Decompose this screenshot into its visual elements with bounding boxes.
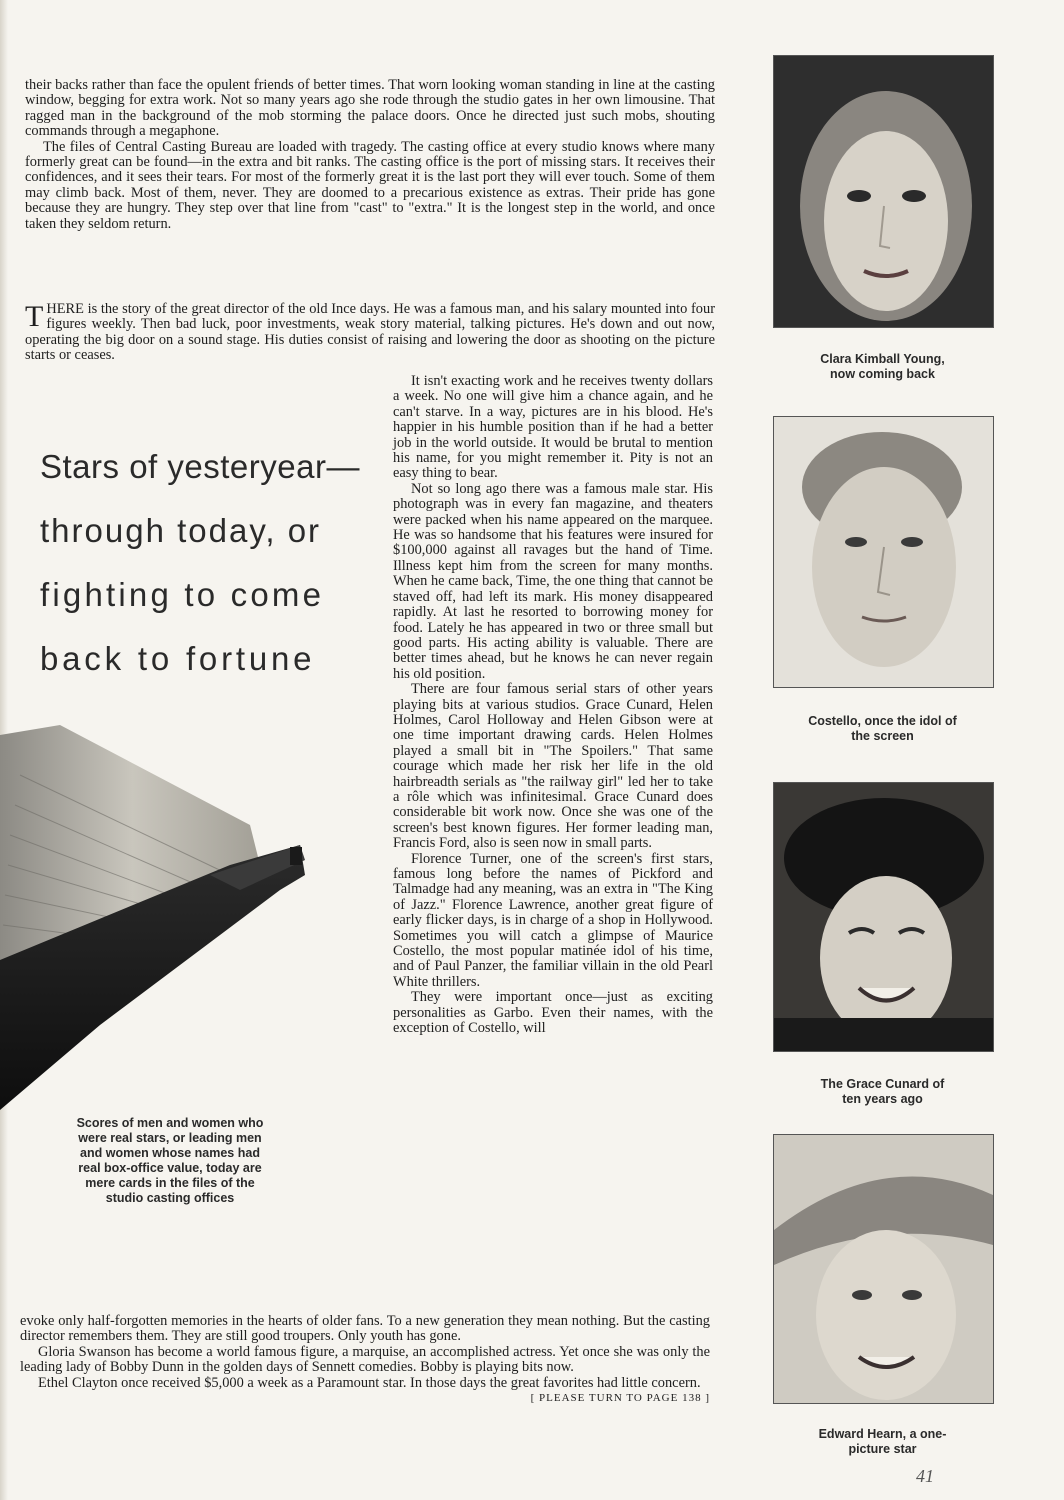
page-number: 41 <box>916 1466 934 1486</box>
intro-text <box>25 78 715 232</box>
column-paragraph-5: They were important once—just as exciting personalities as Garbo. Even their names, with the exception of Costello, will <box>393 989 713 1037</box>
bottom-text <box>20 1314 710 1406</box>
director-story <box>25 302 715 364</box>
photo-grace-cunard <box>773 782 994 1052</box>
main-column <box>393 374 713 1036</box>
photo-costello <box>773 416 994 688</box>
headline-line-2: through today, or <box>40 512 322 549</box>
caption-clara-kimball-young: Clara Kimball Young, now coming back <box>820 352 945 381</box>
headline-line-3: fighting to come <box>40 576 325 613</box>
column-paragraph-1: It isn't exacting work and he receives twenty dollars a week. No one will give him a chance again, and he can't starve. In a way, pictures are in his blood. He's happier in his humble position than if he had a better job in the world outside. It would be brutal to mention his name, for you might remember it. Pity is not an easy thing to bear. <box>393 373 713 482</box>
caption-costello: Costello, once the idol of the screen <box>808 714 957 743</box>
column-paragraph-2: Not so long ago there was a famous male star. His photograph was in every fan magazine, and theaters were packed when his name appeared on the marquee. He was so handsome that his features were insured for $100,000 against all ravages but the hand of Time. Illness kept him from the screen for many months. When he came back, Time, the one thing that cannot be staved off, had left its mark. His money disappeared rapidly. At last he resorted to borrowing money for food. Lately he has appeared in two or three small but good parts. His acting ability is valuable. There are better times ahead, but he knows he can never regain his old position. <box>393 480 713 682</box>
caption-grace-cunard: The Grace Cunard of ten years ago <box>820 1077 945 1106</box>
card-file-caption: Scores of men and women who were real stars, or leading men and women whose names had real box-office value, today are mere cards in the files of the studio casting offices <box>76 1116 264 1205</box>
card-file-box-image <box>0 715 310 1115</box>
column-paragraph-4: Florence Turner, one of the screen's first stars, famous long before the names of Pickford and Talmadge had any meaning, was an extra in "The King of Jazz." Florence Lawrence, another great figure of early flicker days, is in charge of a shop in Hollywood. Sometimes you will catch a glimpse of Maurice Costello, the most popular matinée idol of his time, and of Paul Panzer, the familiar villain in the old Pearl White thrillers. <box>393 850 713 990</box>
caption-edward-hearn: Edward Hearn, a one-picture star <box>818 1427 947 1456</box>
photo-clara-kimball-young <box>773 55 994 328</box>
photo-edward-hearn <box>773 1134 994 1404</box>
bottom-paragraph-1: evoke only half-forgotten memories in the hearts of older fans. To a new generation they mean nothing. But the casting director remembers them. They are still good troupers. Only youth has gone. <box>20 1313 710 1345</box>
bottom-paragraph-3-text: Ethel Clayton once received $5,000 a week as a Paramount star. In those days the great favorites had little concern. <box>38 1374 701 1391</box>
article-headline <box>40 435 375 691</box>
turn-to-page-link[interactable]: [ PLEASE TURN TO PAGE 138 ] <box>530 1392 710 1405</box>
column-paragraph-3: There are four famous serial stars of other years playing bits at various studios. Grace Cunard, Helen Holmes, Carol Holloway and Helen Gibson were at one time important drawing cards. Helen Holmes played a small bit in "The Spoilers." That same courage which made her risk her life in the old hairbreadth serials as "the railway girl" led her to take a rôle which was infinitesimal. Grace Cunard does considerable bit work now. Once she was one of the screen's best known figures. Her former leading man, Francis Ford, also is seen now in small parts. <box>393 681 713 852</box>
intro-paragraph-1: their backs rather than face the opulent friends of better times. That worn looking woman standing in line at the casting window, begging for extra work. Not so many years ago she rode through the studio gates in her own limousine. That ragged man in the background of the mob storming the palace doors. Once he directed just such mobs, shouting commands through a megaphone. <box>25 77 715 140</box>
director-paragraph: HERE is the story of the great director of the old Ince days. He was a famous man, and his salary mounted into four figures weekly. Then bad luck, poor investments, weak story material, talking pictures. He's down and out now, operating the big door on a sound stage. His duties consist of raising and lowering the door as shooting on the picture starts or ceases. <box>25 301 715 364</box>
bottom-paragraph-2: Gloria Swanson has become a world famous figure, a marquise, an accomplished actress. Yet once she was only the leading lady of Bobby Dunn in the golden days of Sennett comedies. Bobby is playing bits now. <box>20 1343 710 1376</box>
headline-line-1: Stars of yesteryear— <box>40 448 360 485</box>
intro-paragraph-2: The files of Central Casting Bureau are loaded with tragedy. The casting office at every studio knows where many formerly great can be found—in the extra and bit ranks. The casting office is the port of missing stars. It receives their confidences, and it sees their tears. For most of the formerly great it is the last port they will ever touch. Some of them may climb back. Most of them, never. They are doomed to a precarious existence as extras. Their pride has gone because they are hungry. They step over that line from "cast" to "extra." It is the longest step in the world, and once taken they seldom return. <box>25 138 715 232</box>
drop-cap: T <box>25 300 44 333</box>
bottom-paragraph-3 <box>20 1374 710 1405</box>
headline-line-4: back to fortune <box>40 640 316 677</box>
